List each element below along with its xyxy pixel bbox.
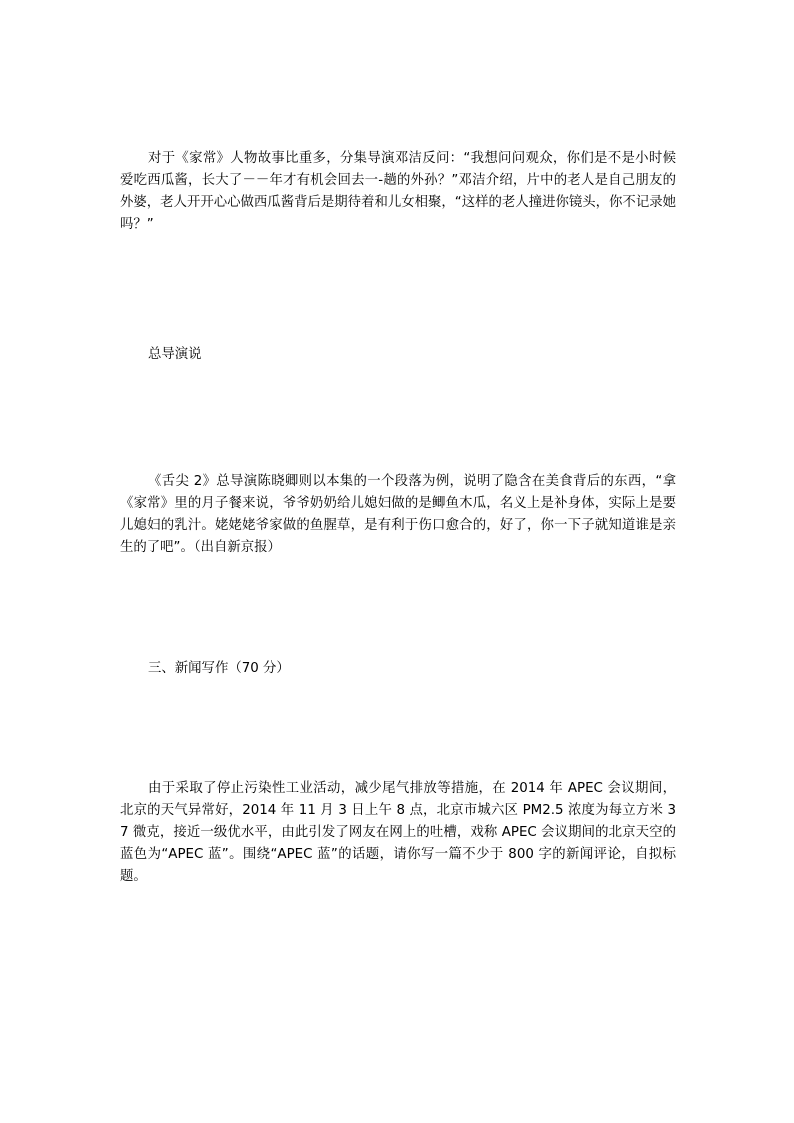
section-heading-chief-director: 总导演说 bbox=[148, 347, 202, 362]
paragraph-chief-director-quote: 《舌尖 2》总导演陈晓卿则以本集的一个段落为例，说明了隐含在美食背后的东西，“拿《家常》里的月子餐来说，爷爷奶奶给儿媳妇做的是鲫鱼木瓜，名义上是补身体，实际上是要儿媳妇的乳汁。姥姥姥爷家做的鱼腥草，是有利于伤口愈合的，好了，你一下子就知道谁是亲生的了吧”。（出自新京报） bbox=[120, 474, 676, 555]
paragraph-family-meals: 对于《家常》人物故事比重多，分集导演邓洁反问：“我想问问观众，你们是不是小时候爱吃西瓜酱，长大了－－年才有机会回去一-趟的外孙？”邓洁介绍，片中的老人是自己朋友的外婆，老人开开心心做西瓜酱背后是期待着和儿女相聚，“这样的老人撞进你镜头，你不记录她吗？” bbox=[120, 151, 676, 232]
paragraph-apec-blue-prompt: 由于采取了停止污染性工业活动，减少尾气排放等措施，在 2014 年 APEC 会议期间，北京的天气异常好，2014 年 11 月 3 日上午 8 点，北京市城六区 PM2.5 浓度为每立方米 37 微克，接近一级优水平，由此引发了网友在网上的吐槽，戏称 APEC 会议期间的北京天空的蓝色为“APEC 蓝”。围绕“APEC 蓝”的话题，请你写一篇不少于 800 字的新闻评论，自拟标题。 bbox=[120, 781, 676, 884]
section-heading-news-writing: 三、新闻写作（70 分） bbox=[148, 661, 290, 676]
